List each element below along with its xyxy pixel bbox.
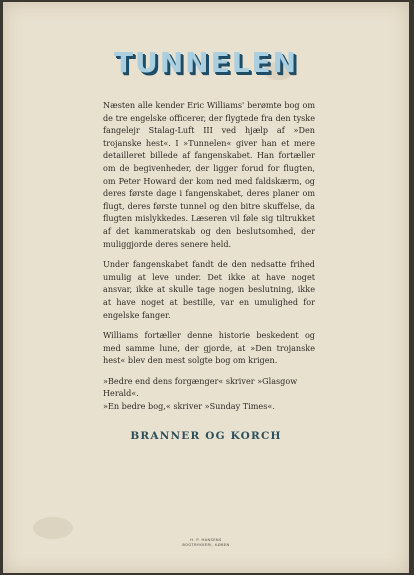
back-cover-page	[3, 2, 409, 573]
blurb-paragraph-1: Næsten alle kender Eric Williams' berømte bog om de tre engelske officerer, der flygtede fra den tyske fangelejr Stalag-Luft III ved hjælp af »Den trojanske hest«. I »Tunnelen« giver han et mere detailleret billede af fangenskabet. Han fortæller om de begivenheder, der ligger forud for flugten, om Peter Howard der kom ned med faldskærm, og deres første dage i fangenskabet, deres planer om flugt, deres første tunnel og den bitre skuffelse, da flugten mislykkedes. Læseren vil føle sig tiltrukket af det kammeratskab og den beslutsomhed, der muliggjorde deres senere held.	[103, 100, 315, 249]
blurb-paragraph-3: Williams fortæller denne historie beskedent og med samme lune, der gjorde, at »Den trojanske hest« blev den mest solgte bog om krigen.	[103, 330, 315, 366]
printer-line-1: H. P. HANSENS	[190, 538, 222, 542]
printer-line-2: BOGTRYKKERI, KØBEN	[182, 543, 230, 547]
book-title: TUNNELEN	[113, 46, 299, 79]
review-quote-2: »En bedre bog,« skriver »Sunday Times«.	[103, 401, 275, 412]
publisher-name: BRANNER OG KORCH	[130, 430, 282, 442]
paper-stain	[33, 517, 73, 539]
blurb-text	[103, 99, 315, 413]
printer-imprint	[3, 538, 409, 548]
blurb-paragraph-2: Under fangenskabet fandt de den nedsatte frihed umulig at leve under. Det ikke at have noget ansvar, ikke at skulle tage nogen beslutning, ikke at have noget at bestille, var en umulighed for engelske fanger.	[103, 259, 315, 320]
review-quotes	[103, 375, 315, 413]
review-quote-1: »Bedre end dens forgænger« skriver »Glasgow Herald«.	[103, 375, 298, 399]
